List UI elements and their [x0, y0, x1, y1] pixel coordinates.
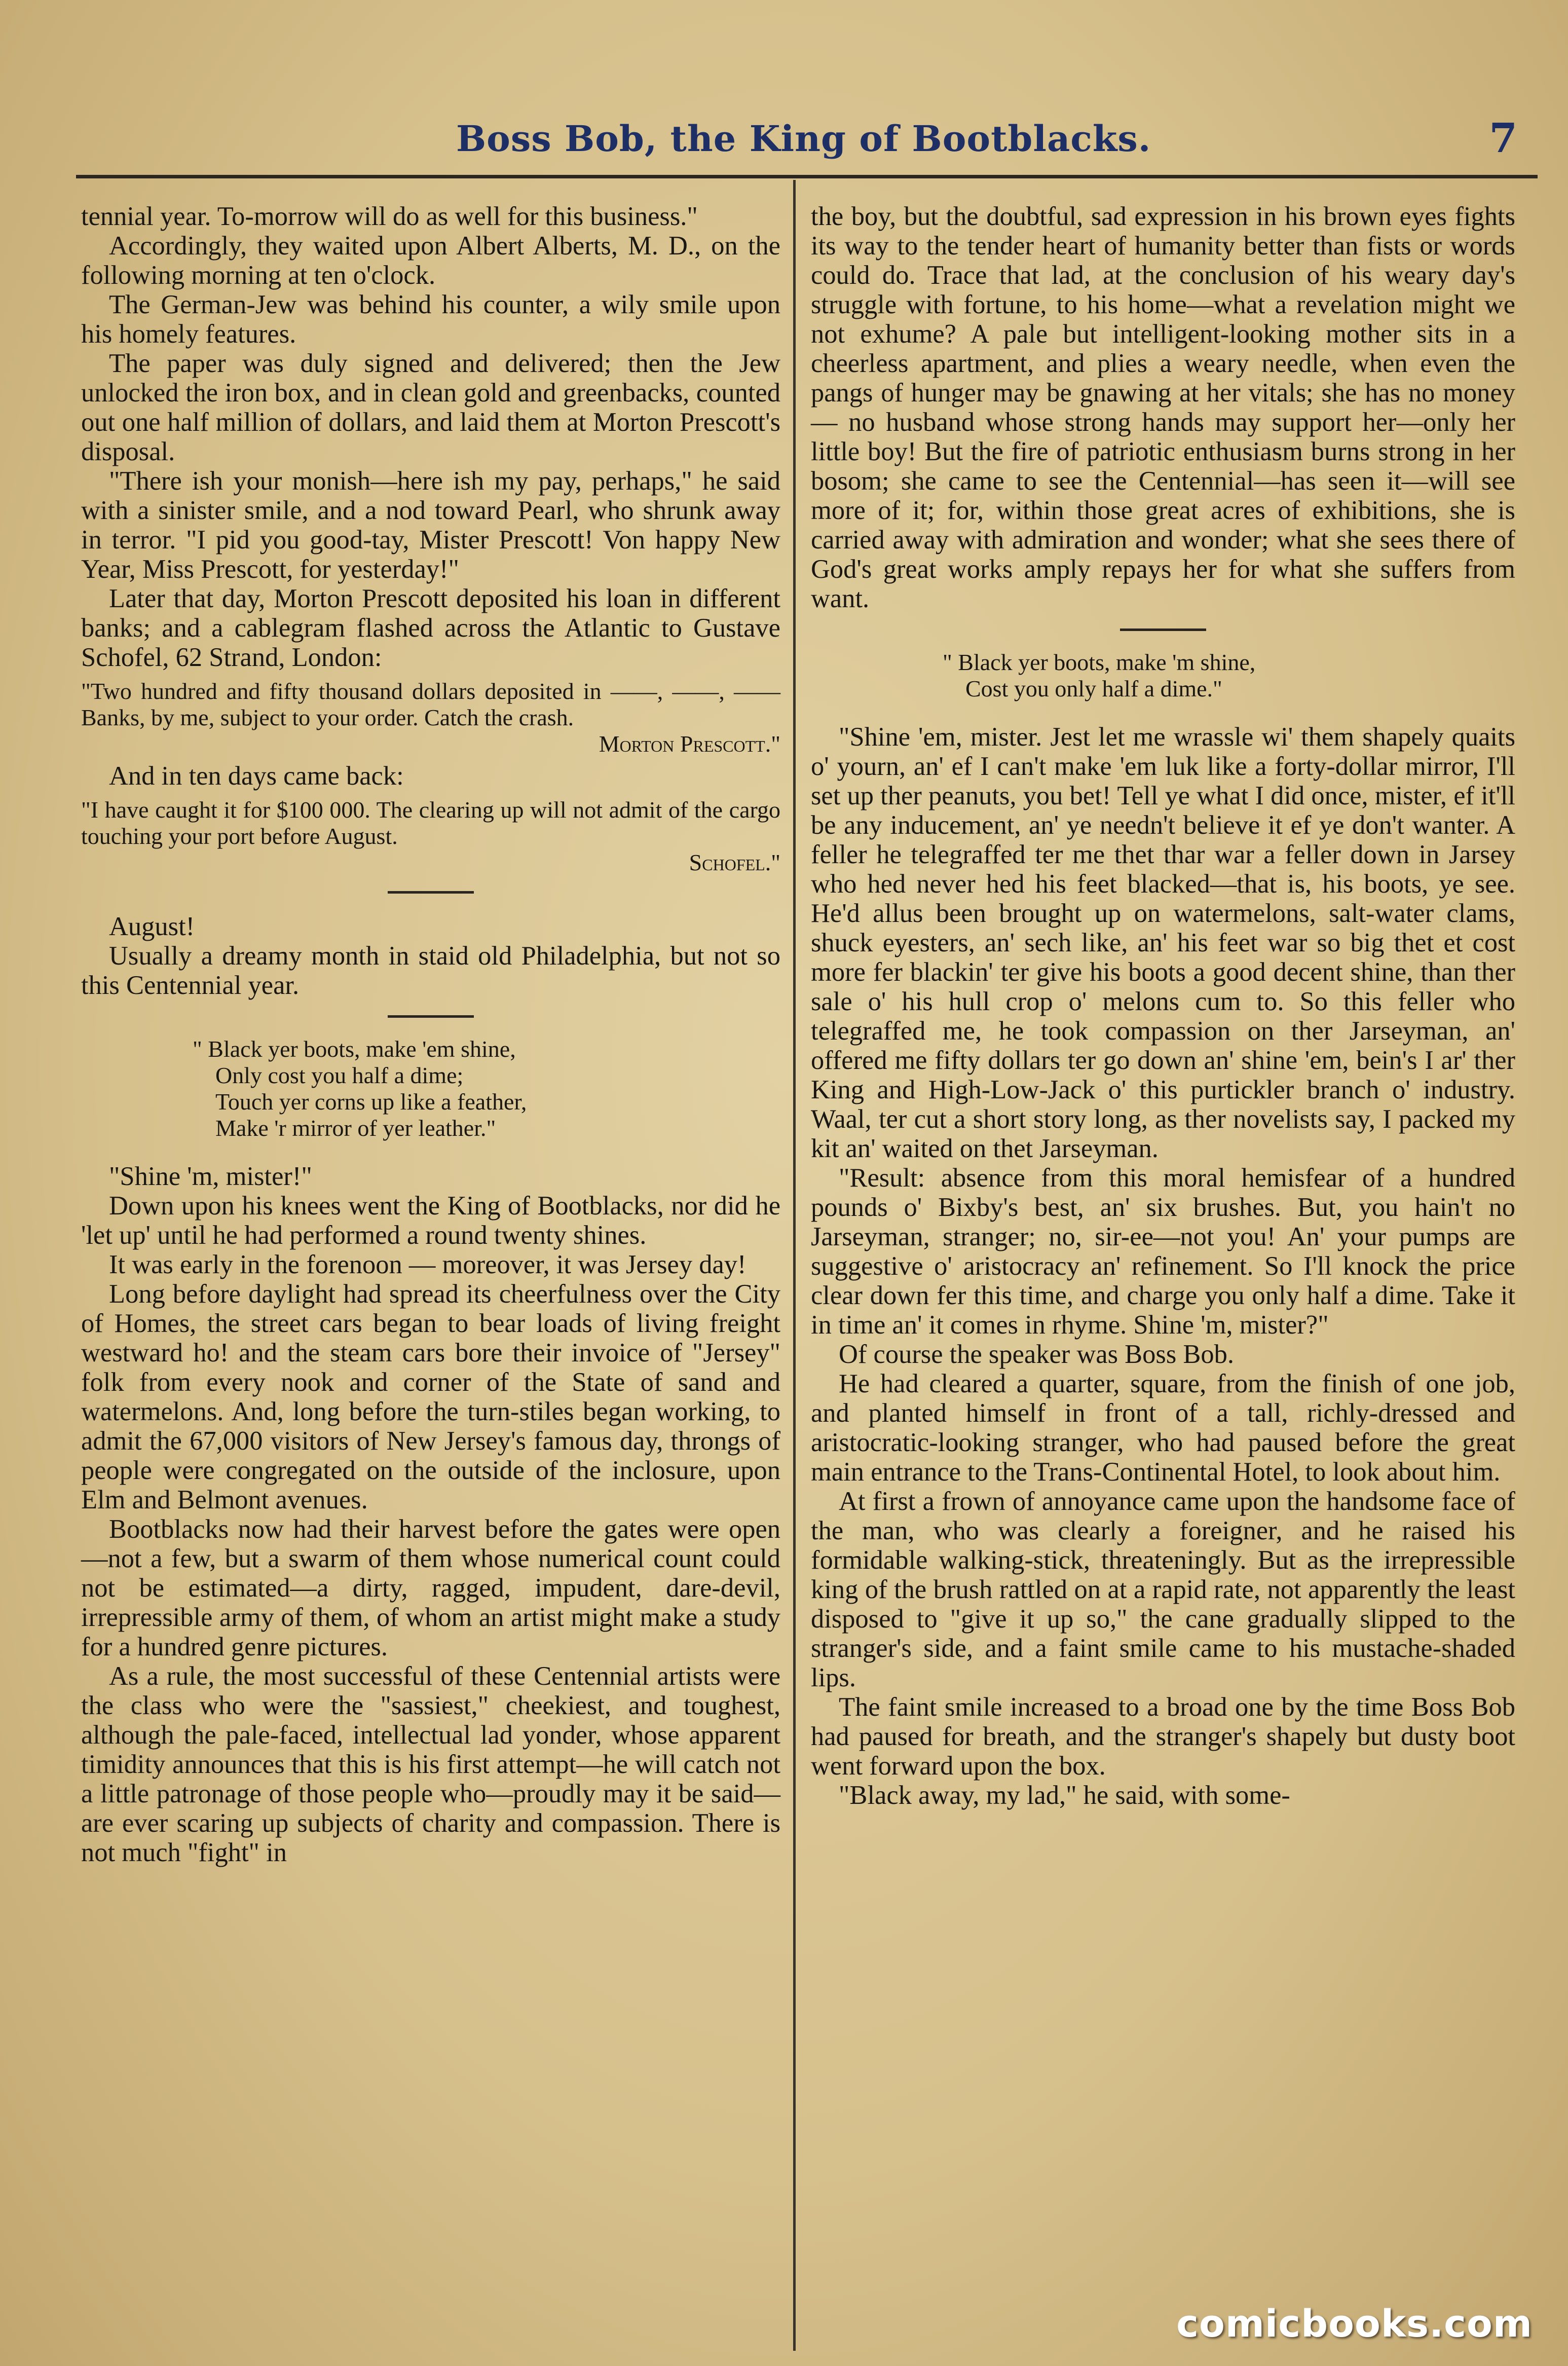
verse-line: " Black yer boots, make 'em shine,: [193, 1036, 516, 1062]
verse-line: " Black yer boots, make 'm shine,: [943, 649, 1256, 675]
cablegram-text: "Two hundred and fifty thousand dollars deposited in ——, ——, —— Banks, by me, subject to your order. Catch the crash.: [81, 678, 780, 730]
paragraph: Of course the speaker was Boss Bob.: [839, 1340, 1235, 1369]
paragraph: Bootblacks now had their harvest before the gates were open—not a few, but a swarm of them whose numerical count could not be estimated—a dirty, ragged, impudent, dare-devil, irrepressible army of them, of whom an artist might make a study for a hundred genre pictures.: [81, 1514, 780, 1661]
paragraph: tennial year. To-morrow will do as well for this business.": [81, 202, 698, 231]
cablegram-1: [81, 678, 780, 757]
paragraph: The paper was duly signed and delivered; then the Jew unlocked the iron box, and in clean gold and greenbacks, counted out one half million of dollars, and laid them at Morton Prescott's disposal.: [81, 349, 780, 466]
verse-line: Cost you only half a dime.": [965, 676, 1222, 701]
cablegram-signature: Schofel.": [689, 849, 780, 875]
section-separator: [388, 1015, 474, 1018]
paragraph: "Shine 'em, mister. Jest let me wrassle wi' them shapely quaits o' yourn, an' ef I can't make 'em luk like a forty-dollar mirror, I'll set up ther peanuts, you bet! Tell ye what I did once, mister, ef it'll be any inducement, an' ye needn't believe it ef ye don't wanter. A feller he telegraffed ter me thet thar war a feller down in Jarsey who hed never hed his feet blacked—that is, his boots, ye see. He'd allus been brought up on watermelons, salt-water clams, shuck eyesters, an' sech like, an' his feet war so big thet et cost more fer blackin' ter give his boots a good decent shine, than ther sale o' his hull crop o' melons cum to. So this feller who telegraffed me, he took compassion on ther Jarseyman, an' offered me fifty dollars ter go down an' shine 'em, bein's I ar' ther King and High-Low-Jack o' this purtickler branch o' industry. Waal, ter cut a short story long, as ther novelists say, I packed my kit an' waited on thet Jarseyman.: [811, 722, 1515, 1163]
paragraph: the boy, but the doubtful, sad expression in his brown eyes fights its way to the tender heart of humanity better than fists or words could do. Trace that lad, at the conclusion of his weary day's struggle with fortune, to his home—what a revelation might we not exhume? A pale but intelligent-looking mother sits in a cheerless apartment, and plies a weary needle, when even the pangs of hunger may be gnawing at her vitals; she has no money — no husband whose strong hands may support her—only her little boy! But the fire of patriotic enthusiasm burns strong in her bosom; she came to see the Centennial—has seen it—will see more of it; for, within those great acres of exhibitions, she is carried away with admiration and wonder; what she sees there of God's great works amply repays her for what she suffers from want.: [811, 202, 1515, 613]
paragraph: Long before daylight had spread its cheerfulness over the City of Homes, the street cars began to bear loads of living freight westward ho! and the steam cars bore their invoice of "Jersey" folk from every nook and corner of the State of sand and watermelons. And, long before the turn-stiles began working, to admit the 67,000 visitors of New Jersey's famous day, throngs of people were congregated on the outside of the inclosure, upon Elm and Belmont avenues.: [81, 1279, 780, 1514]
paragraph: He had cleared a quarter, square, from the finish of one job, and planted himself in front of a tall, richly-dressed and aristocratic-looking stranger, who had paused before the great main entrance to the Trans-Continental Hotel, to look about him.: [811, 1369, 1515, 1487]
verse-line: Touch yer corns up like a feather,: [215, 1089, 527, 1115]
column-divider: [793, 180, 796, 2351]
paragraph: The German-Jew was behind his counter, a wily smile upon his homely features.: [81, 290, 780, 349]
paragraph: August!: [109, 912, 195, 941]
left-column: [81, 202, 780, 2331]
paragraph: The faint smile increased to a broad one by the time Boss Bob had paused for breath, and the stranger's shapely but dusty boot went forward upon the box.: [811, 1692, 1515, 1781]
verse: [193, 1036, 780, 1141]
paragraph: "Result: absence from this moral hemisfear of a hundred pounds o' Bixby's best, an' six brushes. But, you hain't no Jarseyman, stranger; no, sir-ee—not you! An' your pumps are suggestive o' aristocracy an' refinement. So I'll knock the price clear down fer this time, and charge you only half a dime. Take it in time an' it comes in rhyme. Shine 'm, mister?": [811, 1163, 1515, 1340]
verse-line: Only cost you half a dime;: [215, 1062, 464, 1088]
cablegram-text: "I have caught it for $100 000. The clearing up will not admit of the cargo touching your port before August.: [81, 797, 780, 849]
verse: [943, 649, 1515, 702]
paragraph: "There ish your monish—here ish my pay, perhaps," he said with a sinister smile, and a nod toward Pearl, who shrunk away in terror. "I pid you good-tay, Mister Prescott! Von happy New Year, Miss Prescott, for yesterday!": [81, 466, 780, 584]
paragraph: "Black away, my lad," he said, with some-: [839, 1781, 1290, 1810]
section-separator: [1120, 629, 1206, 631]
cablegram-2: [81, 797, 780, 876]
paragraph: Accordingly, they waited upon Albert Alberts, M. D., on the following morning at ten o'clock.: [81, 231, 780, 290]
paragraph: Usually a dreamy month in staid old Philadelphia, but not so this Centennial year.: [81, 941, 780, 1000]
section-separator: [388, 891, 474, 894]
cablegram-signature: Morton Prescott.": [599, 731, 780, 757]
page-number: 7: [1489, 114, 1517, 162]
paragraph: And in ten days came back:: [109, 761, 404, 791]
verse-line: Make 'r mirror of yer leather.": [215, 1115, 496, 1141]
paragraph: As a rule, the most successful of these Centennial artists were the class who were the "sassiest," cheekiest, and toughest, although the pale-faced, intellectual lad yonder, whose apparent timidity announces that this is his first attempt—he will catch not a little patronage of those people who—proudly may it be said—are ever scaring up subjects of charity and compassion. There is not much "fight" in: [81, 1661, 780, 1867]
paragraph: Later that day, Morton Prescott deposited his loan in different banks; and a cablegram flashed across the Atlantic to Gustave Schofel, 62 Strand, London:: [81, 584, 780, 672]
paragraph: Down upon his knees went the King of Bootblacks, nor did he 'let up' until he had performed a round twenty shines.: [81, 1191, 780, 1250]
paragraph: At first a frown of annoyance came upon the handsome face of the man, who was clearly a foreigner, and he raised his formidable walking-stick, threateningly. But as the irrepressible king of the brush rattled on at a rapid rate, not apparently the least disposed to "give it up so," the cane gradually slipped to the stranger's side, and a faint smile came to his mustache-shaded lips.: [811, 1487, 1515, 1692]
running-title: Boss Bob, the King of Bootblacks.: [456, 118, 1151, 160]
paragraph: It was early in the forenoon — moreover, it was Jersey day!: [109, 1250, 746, 1279]
header-rule: [76, 175, 1538, 178]
watermark-logo: comicbooks.com: [1176, 2302, 1533, 2346]
right-column: [811, 202, 1515, 2331]
paragraph: "Shine 'm, mister!": [109, 1162, 312, 1191]
